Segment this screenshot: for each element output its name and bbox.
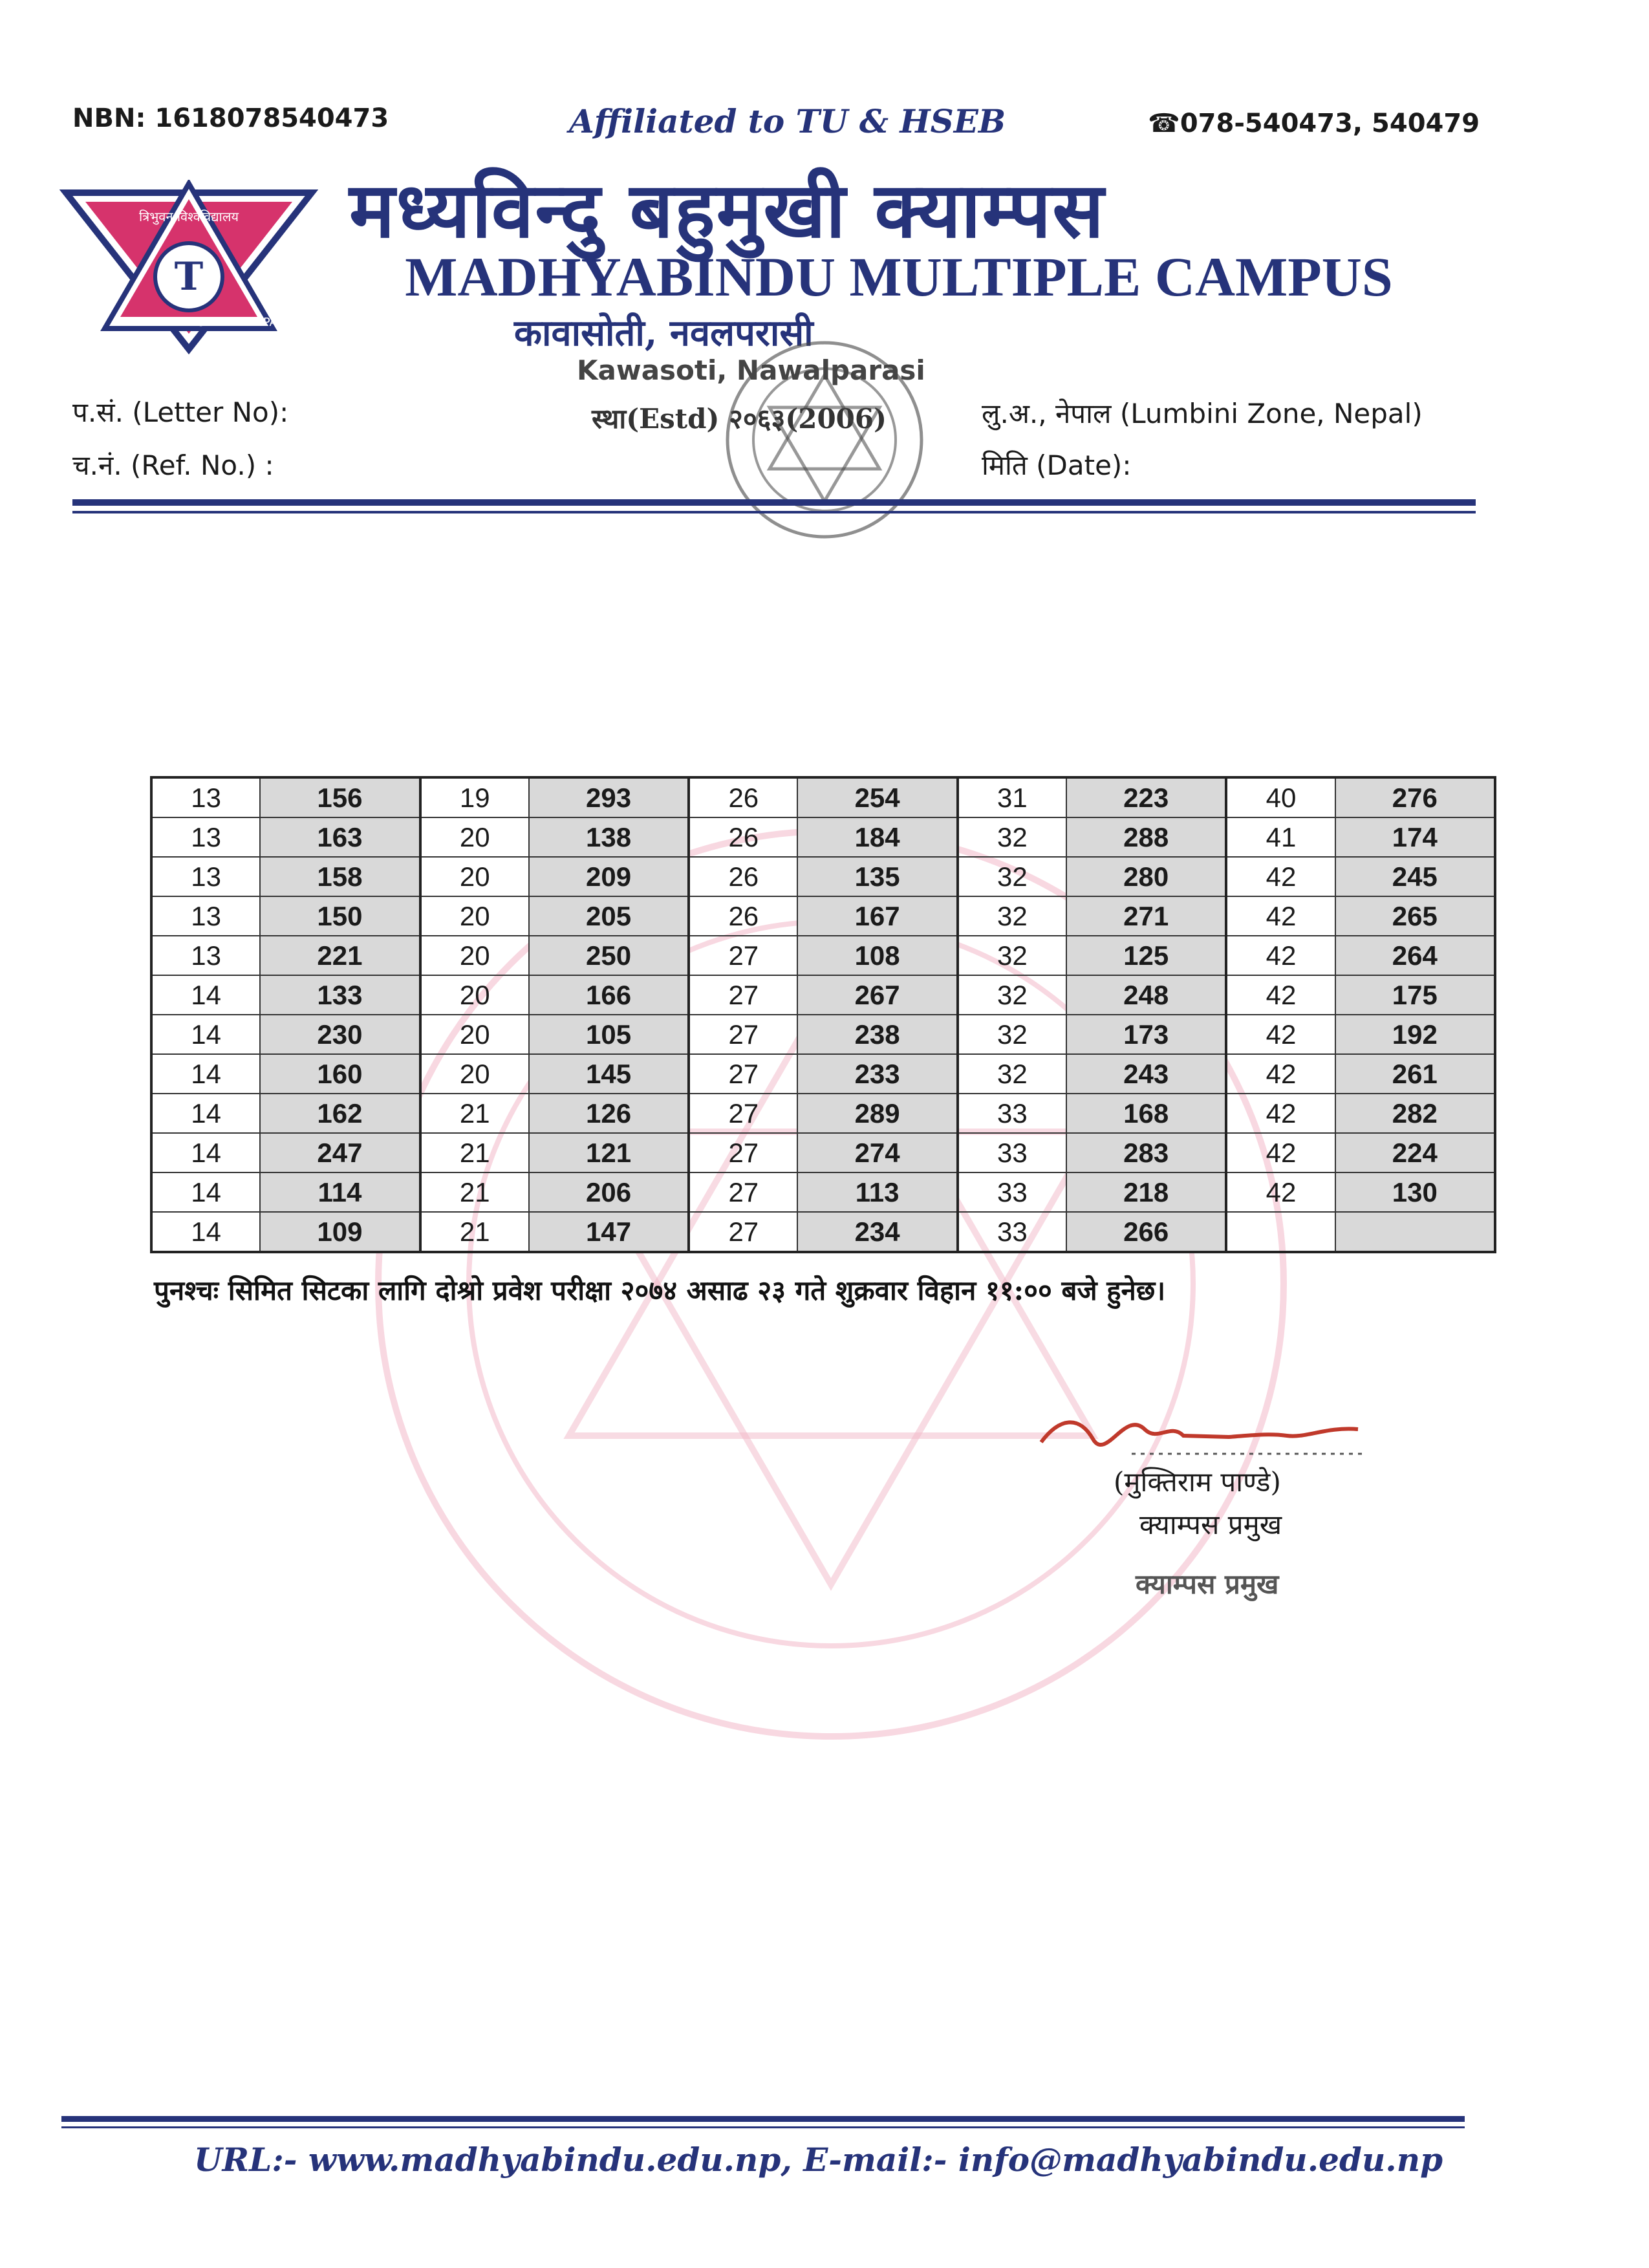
- group-cell: 33: [958, 1133, 1066, 1172]
- group-cell: 42: [1226, 1094, 1335, 1133]
- table-row: [151, 817, 1495, 857]
- campus-name-english: MADHYABINDU MULTIPLE CAMPUS: [405, 246, 1393, 308]
- group-cell: 42: [1226, 936, 1335, 975]
- roll-number-cell: 205: [529, 896, 689, 936]
- roll-number-cell: 192: [1335, 1015, 1495, 1054]
- group-cell: 20: [420, 1015, 529, 1054]
- group-cell: 20: [420, 817, 529, 857]
- group-cell: 42: [1226, 857, 1335, 896]
- group-cell: 27: [689, 936, 797, 975]
- footer-divider-thin: [61, 2126, 1465, 2128]
- roll-number-cell: 206: [529, 1172, 689, 1212]
- group-cell: 26: [689, 857, 797, 896]
- group-cell: 27: [689, 975, 797, 1015]
- roll-number-cell: 105: [529, 1015, 689, 1054]
- roll-number-cell: 113: [797, 1172, 957, 1212]
- table-row: [151, 936, 1495, 975]
- roll-number-cell: 230: [260, 1015, 420, 1054]
- group-cell: 33: [958, 1172, 1066, 1212]
- table-row: [151, 777, 1495, 817]
- zone-label: लु.अ., नेपाल (Lumbini Zone, Nepal): [982, 398, 1423, 429]
- roll-number-cell: 264: [1335, 936, 1495, 975]
- group-cell: 13: [151, 857, 260, 896]
- logo-nepal: NEPAL: [247, 316, 284, 329]
- signatory-name: (मुक्तिराम पाण्डे): [1114, 1466, 1281, 1498]
- header-divider: [72, 499, 1476, 506]
- location-nepali: कावासोती, नवलपरासी: [514, 312, 814, 354]
- phone-number: [1148, 109, 1480, 138]
- roll-number-cell: 125: [1066, 936, 1226, 975]
- group-cell: 40: [1226, 777, 1335, 817]
- group-cell: 42: [1226, 1054, 1335, 1094]
- roll-number-cell: 274: [797, 1133, 957, 1172]
- roll-number-cell: 271: [1066, 896, 1226, 936]
- group-cell: 27: [689, 1015, 797, 1054]
- roll-number-cell: 267: [797, 975, 957, 1015]
- table-row: [151, 1054, 1495, 1094]
- group-cell: 27: [689, 1212, 797, 1252]
- group-cell: 42: [1226, 1133, 1335, 1172]
- group-cell: 21: [420, 1133, 529, 1172]
- table-row: [151, 975, 1495, 1015]
- group-cell: 20: [420, 896, 529, 936]
- roll-number-cell: 293: [529, 777, 689, 817]
- roll-number-cell: 247: [260, 1133, 420, 1172]
- roll-number-cell: 166: [529, 975, 689, 1015]
- roll-number-cell: 289: [797, 1094, 957, 1133]
- group-cell: 20: [420, 1054, 529, 1094]
- roll-number-cell: 254: [797, 777, 957, 817]
- roll-number-cell: 209: [529, 857, 689, 896]
- roll-number-cell: 238: [797, 1015, 957, 1054]
- roll-number-cell: 243: [1066, 1054, 1226, 1094]
- group-cell: 26: [689, 896, 797, 936]
- roll-number-cell: 233: [797, 1054, 957, 1094]
- group-cell: 33: [958, 1212, 1066, 1252]
- group-cell: 13: [151, 777, 260, 817]
- nbn-number: NBN: 1618078540473: [72, 103, 389, 133]
- established-year: स्था(Estd) २०६३(2006): [592, 403, 887, 435]
- group-cell: 19: [420, 777, 529, 817]
- group-cell: 42: [1226, 975, 1335, 1015]
- phone-icon: ☎: [1148, 109, 1180, 138]
- roll-number-cell: 234: [797, 1212, 957, 1252]
- notice-text: पुनश्चः सिमित सिटका लागि दोश्रो प्रवेश परीक्षा २०७४ असाढ २३ गते शुक्रवार विहान ११:०० बजे हुनेछ।: [154, 1275, 1166, 1306]
- roll-number-cell: 266: [1066, 1212, 1226, 1252]
- roll-number-cell: 265: [1335, 896, 1495, 936]
- roll-number-cell: 130: [1335, 1172, 1495, 1212]
- group-cell: 21: [420, 1094, 529, 1133]
- group-cell: 42: [1226, 1015, 1335, 1054]
- footer-divider: [61, 2116, 1465, 2122]
- phone-text: 078-540473, 540479: [1180, 109, 1480, 138]
- group-cell: 27: [689, 1133, 797, 1172]
- group-cell: 26: [689, 777, 797, 817]
- group-cell: 27: [689, 1094, 797, 1133]
- group-cell: 21: [420, 1172, 529, 1212]
- roll-number-cell: 221: [260, 936, 420, 975]
- roll-number-cell: 184: [797, 817, 957, 857]
- roll-number-cell: 245: [1335, 857, 1495, 896]
- roll-number-cell: [1335, 1212, 1495, 1252]
- date-label: मिति (Date):: [982, 449, 1132, 481]
- roll-number-cell: 145: [529, 1054, 689, 1094]
- roll-number-cell: 133: [260, 975, 420, 1015]
- group-cell: 32: [958, 857, 1066, 896]
- footer-contact: URL:- www.madhyabindu.edu.np, E-mail:- info@madhyabindu.edu.np: [194, 2141, 1443, 2179]
- affiliation: Affiliated to TU & HSEB: [569, 102, 1006, 140]
- location-english: Kawasoti, Nawalparasi: [577, 354, 925, 386]
- roll-number-cell: 168: [1066, 1094, 1226, 1133]
- group-cell: 31: [958, 777, 1066, 817]
- roll-number-cell: 121: [529, 1133, 689, 1172]
- roll-number-cell: 280: [1066, 857, 1226, 896]
- roll-number-cell: 248: [1066, 975, 1226, 1015]
- roll-number-cell: 156: [260, 777, 420, 817]
- roll-number-cell: 282: [1335, 1094, 1495, 1133]
- campus-name-nepali: मध्यविन्दु बहुमुखी क्याम्पस: [349, 165, 1106, 255]
- ref-number-label: च.नं. (Ref. No.) :: [72, 449, 274, 481]
- group-cell: [1226, 1212, 1335, 1252]
- group-cell: 13: [151, 817, 260, 857]
- group-cell: 13: [151, 936, 260, 975]
- group-cell: 32: [958, 817, 1066, 857]
- table-row: [151, 1094, 1495, 1133]
- group-cell: 42: [1226, 896, 1335, 936]
- group-cell: 42: [1226, 1172, 1335, 1212]
- group-cell: 21: [420, 1212, 529, 1252]
- logo-letter: T: [174, 254, 204, 299]
- group-cell: 32: [958, 1015, 1066, 1054]
- roll-number-cell: 224: [1335, 1133, 1495, 1172]
- seal-role: क्याम्पस प्रमुख: [1136, 1568, 1279, 1600]
- table-row: [151, 1212, 1495, 1252]
- roll-number-cell: 167: [797, 896, 957, 936]
- group-cell: 41: [1226, 817, 1335, 857]
- university-logo: [59, 180, 318, 354]
- group-cell: 14: [151, 1172, 260, 1212]
- roll-number-cell: 109: [260, 1212, 420, 1252]
- table-row: [151, 1172, 1495, 1212]
- roll-number-cell: 288: [1066, 817, 1226, 857]
- roll-number-cell: 160: [260, 1054, 420, 1094]
- group-cell: 33: [958, 1094, 1066, 1133]
- roll-number-cell: 126: [529, 1094, 689, 1133]
- roll-number-cell: 150: [260, 896, 420, 936]
- group-cell: 14: [151, 1015, 260, 1054]
- roll-number-cell: 223: [1066, 777, 1226, 817]
- roll-number-cell: 135: [797, 857, 957, 896]
- group-cell: 32: [958, 1054, 1066, 1094]
- group-cell: 32: [958, 975, 1066, 1015]
- roll-number-cell: 250: [529, 936, 689, 975]
- group-cell: 26: [689, 817, 797, 857]
- header-divider-thin: [72, 511, 1476, 513]
- logo-kathmandu: KATHMANDU: [131, 316, 206, 329]
- roll-number-cell: 158: [260, 857, 420, 896]
- group-cell: 32: [958, 936, 1066, 975]
- roll-number-cell: 108: [797, 936, 957, 975]
- group-cell: 14: [151, 1054, 260, 1094]
- results-table: [150, 776, 1496, 1253]
- table-row: [151, 896, 1495, 936]
- group-cell: 32: [958, 896, 1066, 936]
- group-cell: 20: [420, 857, 529, 896]
- roll-number-cell: 218: [1066, 1172, 1226, 1212]
- roll-number-cell: 173: [1066, 1015, 1226, 1054]
- table-row: [151, 1015, 1495, 1054]
- group-cell: 14: [151, 1094, 260, 1133]
- roll-number-cell: 138: [529, 817, 689, 857]
- roll-number-cell: 276: [1335, 777, 1495, 817]
- group-cell: 27: [689, 1054, 797, 1094]
- roll-number-cell: 174: [1335, 817, 1495, 857]
- table-row: [151, 1133, 1495, 1172]
- signatory-role: क्याम्पस प्रमुख: [1139, 1509, 1282, 1540]
- group-cell: 20: [420, 936, 529, 975]
- group-cell: 13: [151, 896, 260, 936]
- group-cell: 27: [689, 1172, 797, 1212]
- roll-number-cell: 283: [1066, 1133, 1226, 1172]
- roll-number-cell: 163: [260, 817, 420, 857]
- roll-number-cell: 147: [529, 1212, 689, 1252]
- group-cell: 14: [151, 1133, 260, 1172]
- signature: [1035, 1403, 1371, 1468]
- roll-number-cell: 162: [260, 1094, 420, 1133]
- logo-top-text: त्रिभुवन विश्वविद्यालय: [138, 209, 239, 224]
- letter-number-label: प.सं. (Letter No):: [72, 396, 289, 428]
- roll-number-cell: 114: [260, 1172, 420, 1212]
- roll-number-cell: 261: [1335, 1054, 1495, 1094]
- table-row: [151, 857, 1495, 896]
- group-cell: 14: [151, 1212, 260, 1252]
- roll-number-cell: 175: [1335, 975, 1495, 1015]
- group-cell: 20: [420, 975, 529, 1015]
- group-cell: 14: [151, 975, 260, 1015]
